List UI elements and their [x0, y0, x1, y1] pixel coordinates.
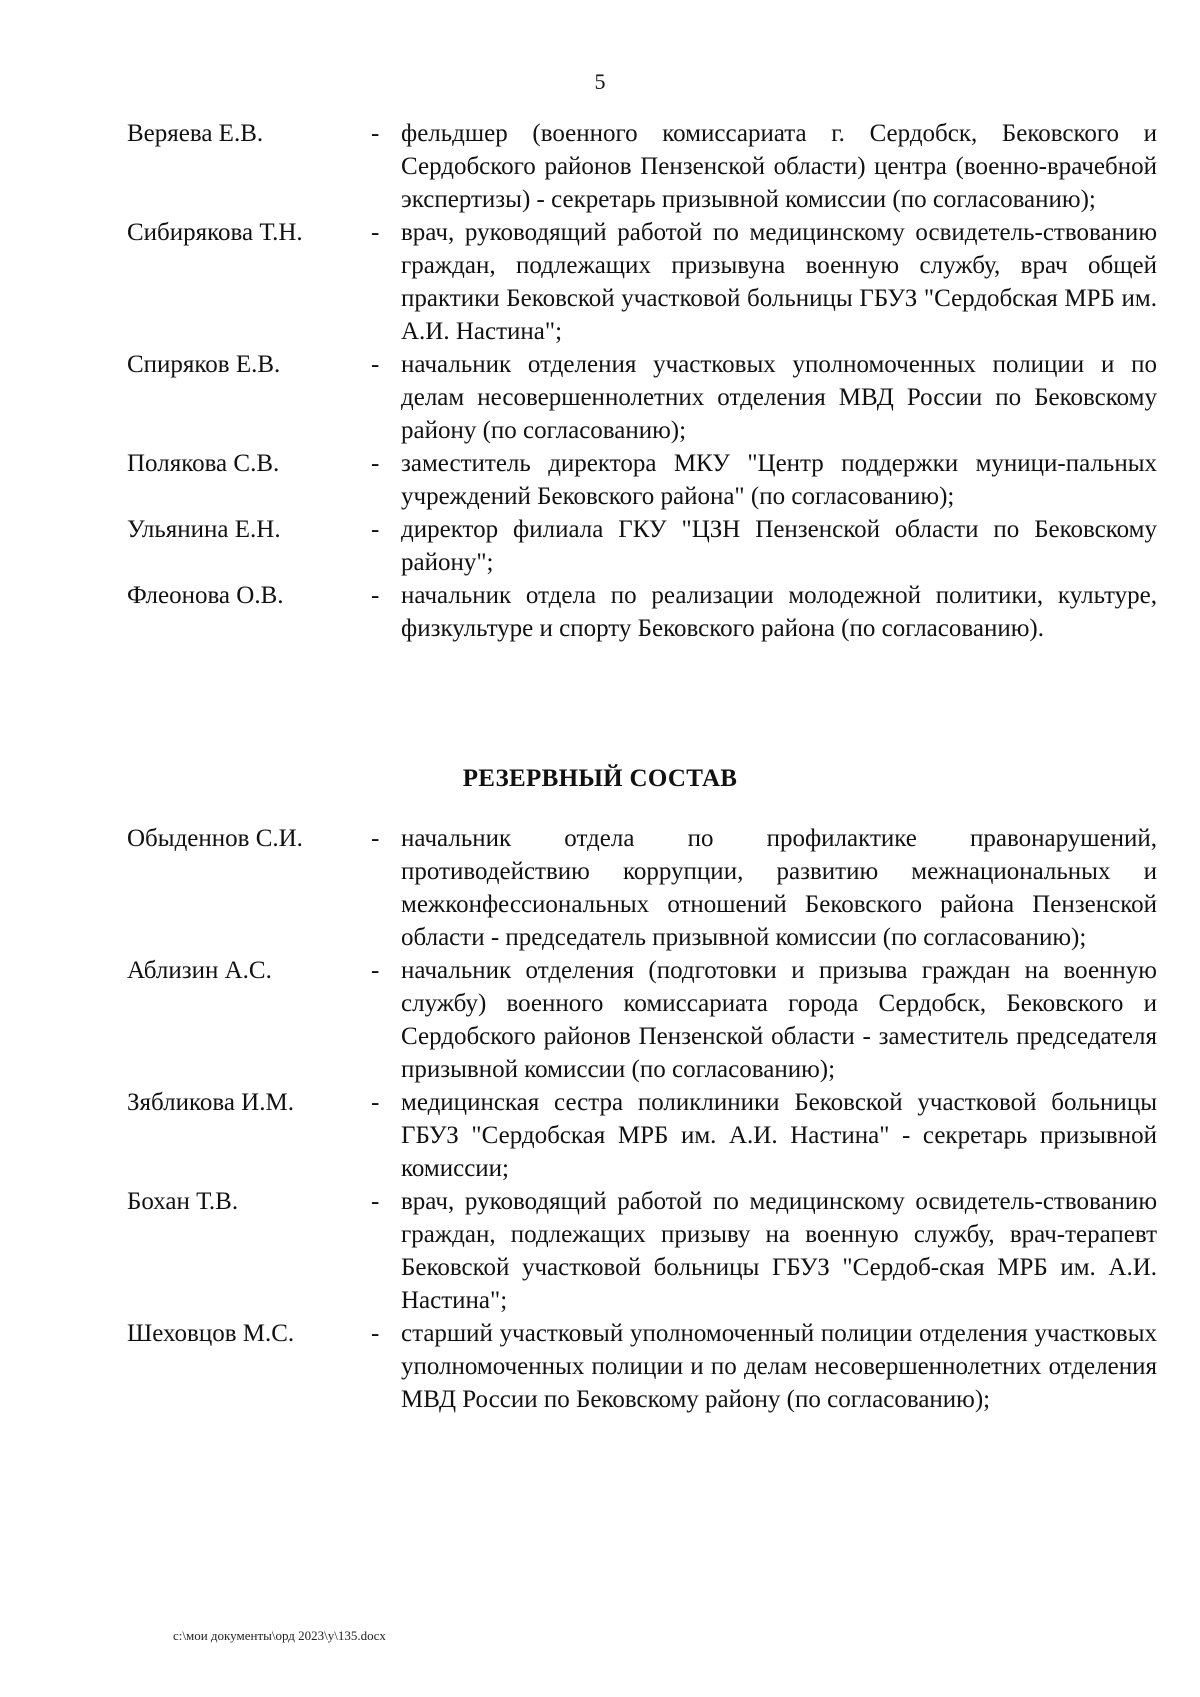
- member-entry: [127, 954, 1157, 1086]
- member-position: начальник отделения (подготовки и призыва граждан на военную службу) военного комиссариата города Сердобск, Бековского и Сердобского районов Пензенской области - заместитель председателя призывной комиссии (по согласованию);: [401, 957, 1157, 1083]
- member-dash: -: [371, 1320, 380, 1347]
- member-dash: -: [371, 825, 380, 852]
- member-name: Ульянина Е.Н.: [127, 516, 281, 543]
- member-name: Шеховцов М.С.: [127, 1320, 295, 1347]
- member-dash: -: [371, 1089, 380, 1116]
- member-entry: [127, 1086, 1157, 1185]
- member-position: начальник отдела по реализации молодежной политики, культуре, физкультуре и спорту Бековского района (по согласованию).: [401, 582, 1157, 642]
- main-member-list: [127, 117, 1157, 645]
- member-entry: [127, 117, 1157, 216]
- member-position: начальник отдела по профилактике правонарушений, противодействию коррупции, развитию межнациональных и межконфессиональных отношений Бековского района Пензенской области - председатель призывной комиссии (по согласованию);: [401, 825, 1157, 951]
- member-position: фельдшер (военного комиссариата г. Сердобск, Бековского и Сердобского районов Пензенской области) центра (военно-врачебной экспертизы) - секретарь призывной комиссии (по согласованию);: [401, 120, 1157, 213]
- member-name: Зябликова И.М.: [127, 1089, 294, 1116]
- member-position: медицинская сестра поликлиники Бековской участковой больницы ГБУЗ "Сердобская МРБ им. А.И. Настина" - секретарь призывной комиссии;: [401, 1089, 1157, 1182]
- member-position: директор филиала ГКУ "ЦЗН Пензенской области по Бековскому району";: [401, 516, 1157, 576]
- member-position: врач, руководящий работой по медицинскому освидетель-ствованию граждан, подлежащих призыву на военную службу, врач-терапевт Бековской участковой больницы ГБУЗ "Сердоб-ская МРБ им. А.И. Настина";: [401, 1188, 1157, 1314]
- member-entry: [127, 216, 1157, 348]
- member-name: Флеонова О.В.: [127, 582, 284, 609]
- member-dash: -: [371, 219, 380, 246]
- member-position: начальник отделения участковых уполномоченных полиции и по делам несовершеннолетних отделения МВД России по Бековскому району (по согласованию);: [401, 351, 1157, 444]
- member-entry: [127, 348, 1157, 447]
- member-name: Спиряков Е.В.: [127, 351, 281, 378]
- member-entry: [127, 447, 1157, 513]
- member-position: старший участковый уполномоченный полиции отделения участковых уполномоченных полиции и по делам несовершеннолетних отделения МВД России по Бековскому району (по согласованию);: [401, 1320, 1157, 1413]
- member-dash: -: [371, 582, 380, 609]
- reserve-section-heading: РЕЗЕРВНЫЙ СОСТАВ: [462, 765, 738, 792]
- member-name: Бохан Т.В.: [127, 1188, 239, 1215]
- member-dash: -: [371, 957, 380, 984]
- member-entry: [127, 822, 1157, 954]
- member-name: Веряева Е.В.: [127, 120, 264, 147]
- member-dash: -: [371, 516, 380, 543]
- member-entry: [127, 1185, 1157, 1317]
- member-position: врач, руководящий работой по медицинскому освидетель-ствованию граждан, подлежащих призывуна военную службу, врач общей практики Бековской участковой больницы ГБУЗ "Сердобская МРБ им. А.И. Настина";: [401, 219, 1157, 345]
- member-name: Аблизин А.С.: [127, 957, 272, 984]
- member-entry: [127, 1317, 1157, 1416]
- document-file-path: c:\мои документы\орд 2023\у\135.docx: [173, 1628, 386, 1643]
- member-dash: -: [371, 120, 380, 147]
- member-position: заместитель директора МКУ "Центр поддержки муници-пальных учреждений Бековского района" (по согласованию);: [401, 450, 1157, 510]
- reserve-member-list: [127, 822, 1157, 1416]
- member-name: Полякова С.В.: [127, 450, 280, 477]
- page-number: 5: [594, 69, 606, 94]
- member-name: Сибирякова Т.Н.: [127, 219, 303, 246]
- member-dash: -: [371, 1188, 380, 1215]
- member-name: Обыденнов С.И.: [127, 825, 303, 852]
- member-dash: -: [371, 450, 380, 477]
- member-entry: [127, 513, 1157, 579]
- member-dash: -: [371, 351, 380, 378]
- member-entry: [127, 579, 1157, 645]
